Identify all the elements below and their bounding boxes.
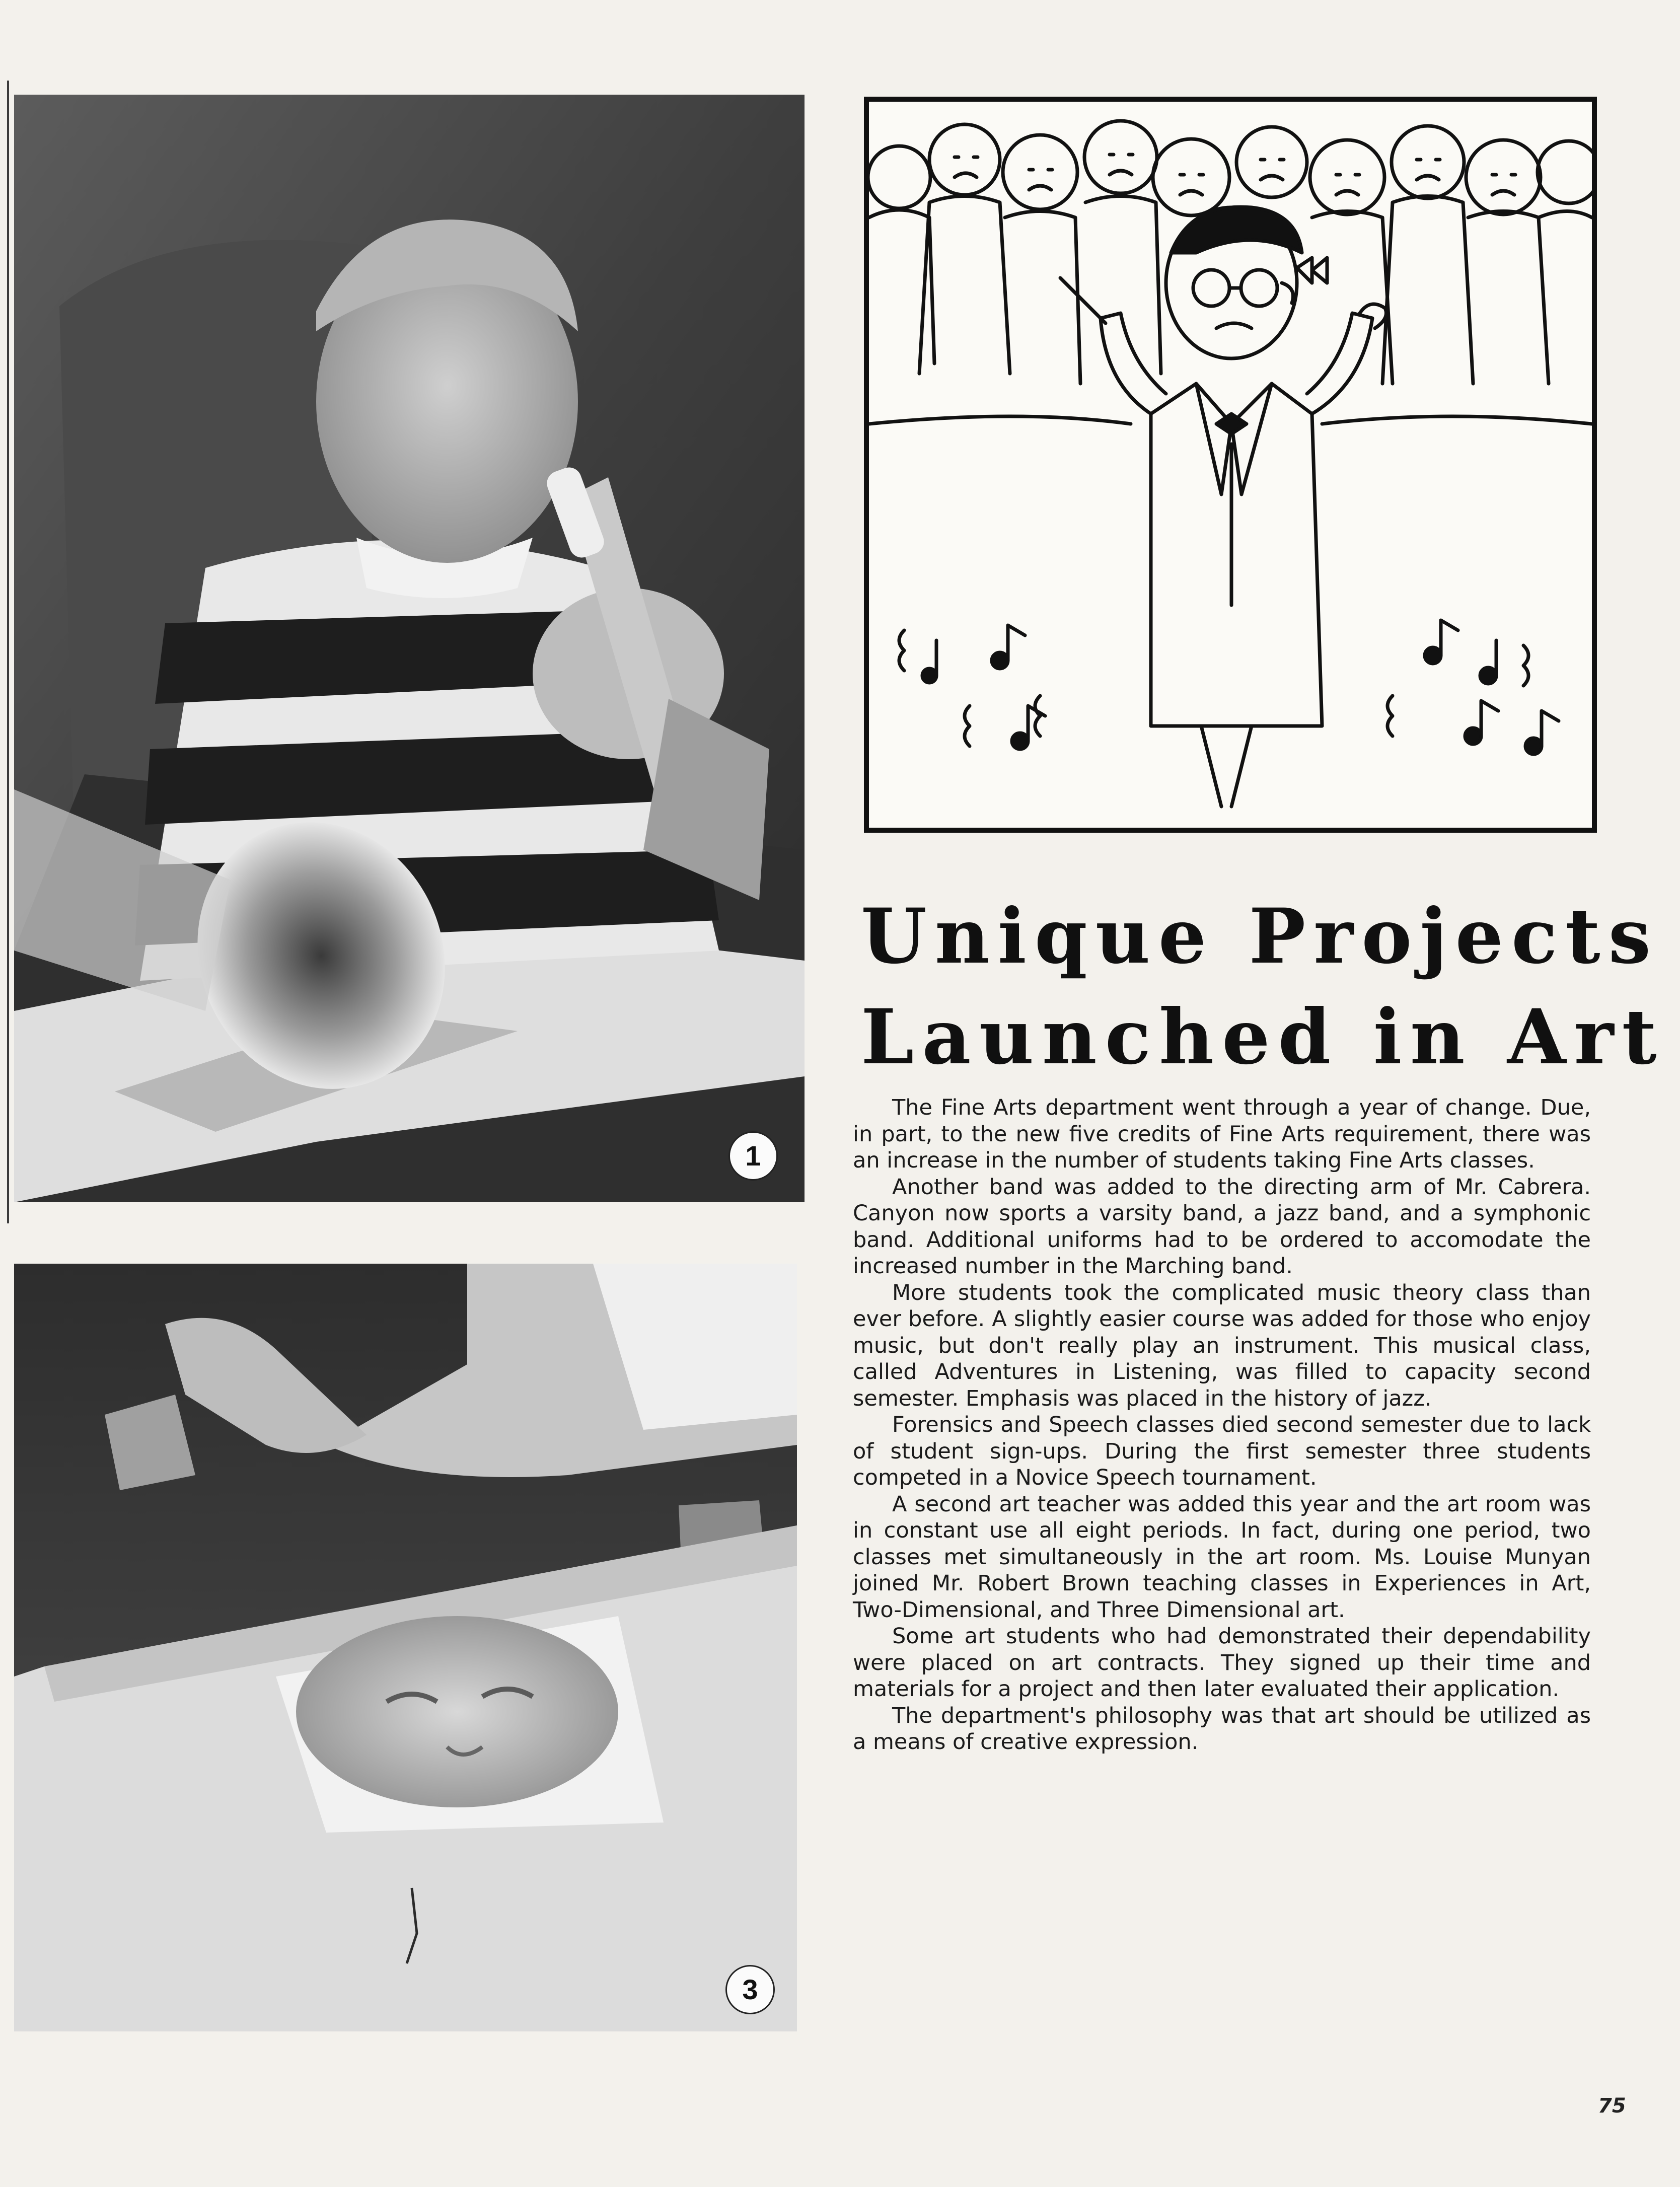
article-paragraph: More students took the complicated music theory class than ever before. A slightly easier course was added for those who enjoy music, but don't really play an instrument. This musical class, called Adventures in Listening, was filled to capacity second semester. Emphasis was placed in the history of jazz. [853,1280,1591,1411]
trumpet-player-image [14,95,805,1202]
headline-line-2: Launched in Art [861,993,1665,1081]
plaster-mask-image [14,1264,797,2031]
photo-number-badge-3: 3 [725,1965,775,2014]
page-gutter-line [7,81,9,1223]
article-paragraph: The department's philosophy was that art should be utilized as a means of creative expression. [853,1703,1591,1755]
band-members-drawing [869,121,1592,424]
conductor-cartoon-illustration [864,97,1597,833]
music-notes-drawing [899,620,1559,754]
conductor-drawing-figure [1060,207,1386,807]
article-paragraph: The Fine Arts department went through a year of change. Due, in part, to the new five credits of Fine Arts requirement, there was an increase in the number of students taking Fine Arts classes. [853,1095,1591,1173]
article-paragraph: A second art teacher was added this year and the art room was in constant use all eight periods. In fact, during one period, two classes met simultaneously in the art room. Ms. Louise Munyan joined Mr. Robert Brown teaching classes in Experiences in Art, Two-Dimensional, and Three Dimensional art. [853,1491,1591,1623]
article-paragraph: Some art students who had demonstrated their dependability were placed on art contracts. They signed up their time and materials for a project and then later evaluated their application. [853,1624,1591,1702]
article-body [853,1095,1591,1756]
page-number: 75 [1598,2094,1626,2118]
article-paragraph: Forensics and Speech classes died second semester due to lack of student sign-ups. During the first semester three students competed in a Novice Speech tournament. [853,1412,1591,1490]
article-paragraph: Another band was added to the directing arm of Mr. Cabrera. Canyon now sports a varsity band, a jazz band, and a symphonic band. Additional uniforms had to be ordered to accomodate the increased number in the Marching band. [853,1174,1591,1279]
photo-plaster-mask [14,1264,797,2031]
photo-number-badge-1: 1 [728,1131,778,1181]
article-headline [861,886,1665,1087]
conductor-drawing [869,102,1592,828]
headline-line-1: Unique Projects [861,892,1659,981]
photo-trumpet-player [14,95,805,1202]
